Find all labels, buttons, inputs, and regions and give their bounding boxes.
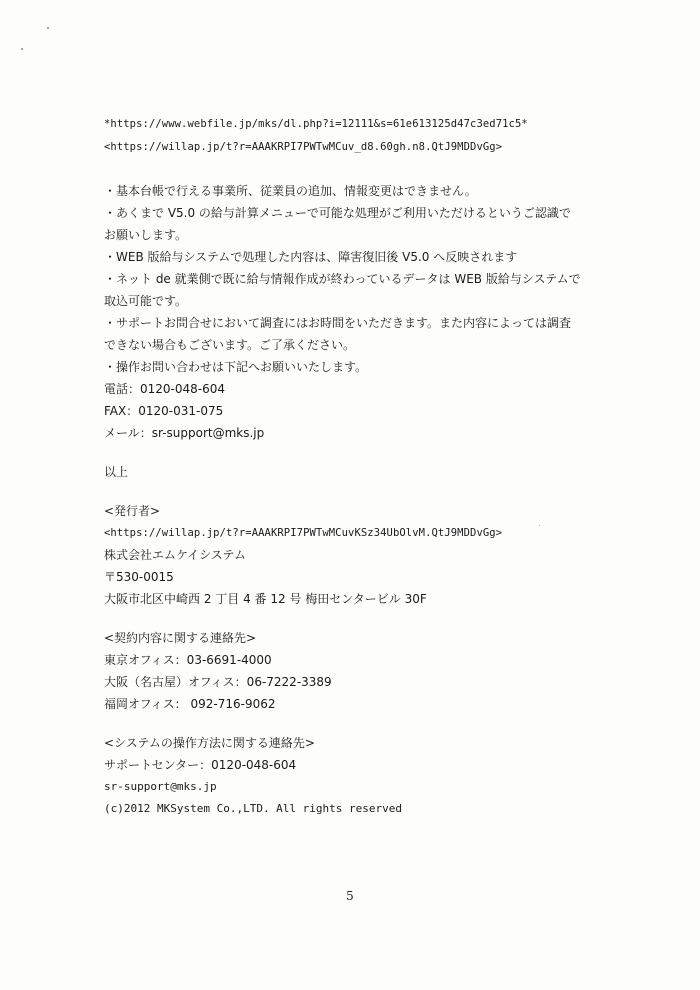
support-email[interactable]: メール：sr-support@mks.jp [104,426,265,440]
scan-speck [21,48,23,50]
page-number: 5 [346,889,354,903]
copyright: (c)2012 MKSystem Co.,LTD. All rights reserved [104,802,403,815]
office-tokyo: 東京オフィス：03-6691-4000 [104,653,272,667]
note-line: ・WEB 版給与システムで処理した内容は、障害復旧後 V5.0 へ反映されます [104,250,518,264]
system-heading: <システムの操作方法に関する連絡先> [104,736,315,750]
note-line: ・あくまで V5.0 の給与計算メニューで可能な処理がご利用いただけるというご認識で [104,206,571,220]
download-url[interactable]: *https://www.webfile.jp/mks/dl.php?i=12111&s=61e613125d47c3ed71c5* [104,118,528,130]
issuer-company: 株式会社エムケイシステム [104,548,246,562]
issuer-heading: <発行者> [104,504,161,518]
system-email[interactable]: sr-support@mks.jp [104,780,217,793]
note-line: ・サポートお問合せにおいて調査にはお時間をいただきます。また内容によっては調査 [104,316,572,330]
office-fukuoka: 福岡オフィス： 092-716-9062 [104,697,276,711]
support-phone: 電話：0120-048-604 [104,382,226,396]
note-line: ・操作お問い合わせは下記へお願いいたします。 [104,360,368,374]
note-line: できない場合もございます。ご了承ください。 [104,338,356,352]
note-line: ・基本台帳で行える事業所、従業員の追加、情報変更はできません。 [104,184,477,198]
document-body [104,117,624,816]
issuer-address: 大阪市北区中崎西 2 丁目 4 番 12 号 梅田センタービル 30F [104,592,427,606]
scan-speck [47,27,49,29]
note-line: お願いします。 [104,228,188,242]
issuer-url[interactable]: <https://willap.jp/t?r=AAAKRPI7PWTwMCuvKSz34UbOlvM.QtJ9MDDvGg> [104,527,503,539]
note-line: ・ネット de 就業側で既に給与情報作成が終わっているデータは WEB 版給与システムで [104,272,581,286]
support-center: サポートセンター：0120-048-604 [104,758,297,772]
issuer-postal-code: 〒530-0015 [104,570,174,584]
note-line: 取込可能です。 [104,294,188,308]
office-osaka: 大阪（名古屋）オフィス：06-7222-3389 [104,675,332,689]
support-fax: FAX：0120-031-075 [104,404,224,418]
closing-text: 以上 [104,465,129,479]
short-url[interactable]: <https://willap.jp/t?r=AAAKRPI7PWTwMCuv_d8.60gh.n8.QtJ9MDDvGg> [104,141,503,153]
contract-heading: <契約内容に関する連絡先> [104,631,257,645]
